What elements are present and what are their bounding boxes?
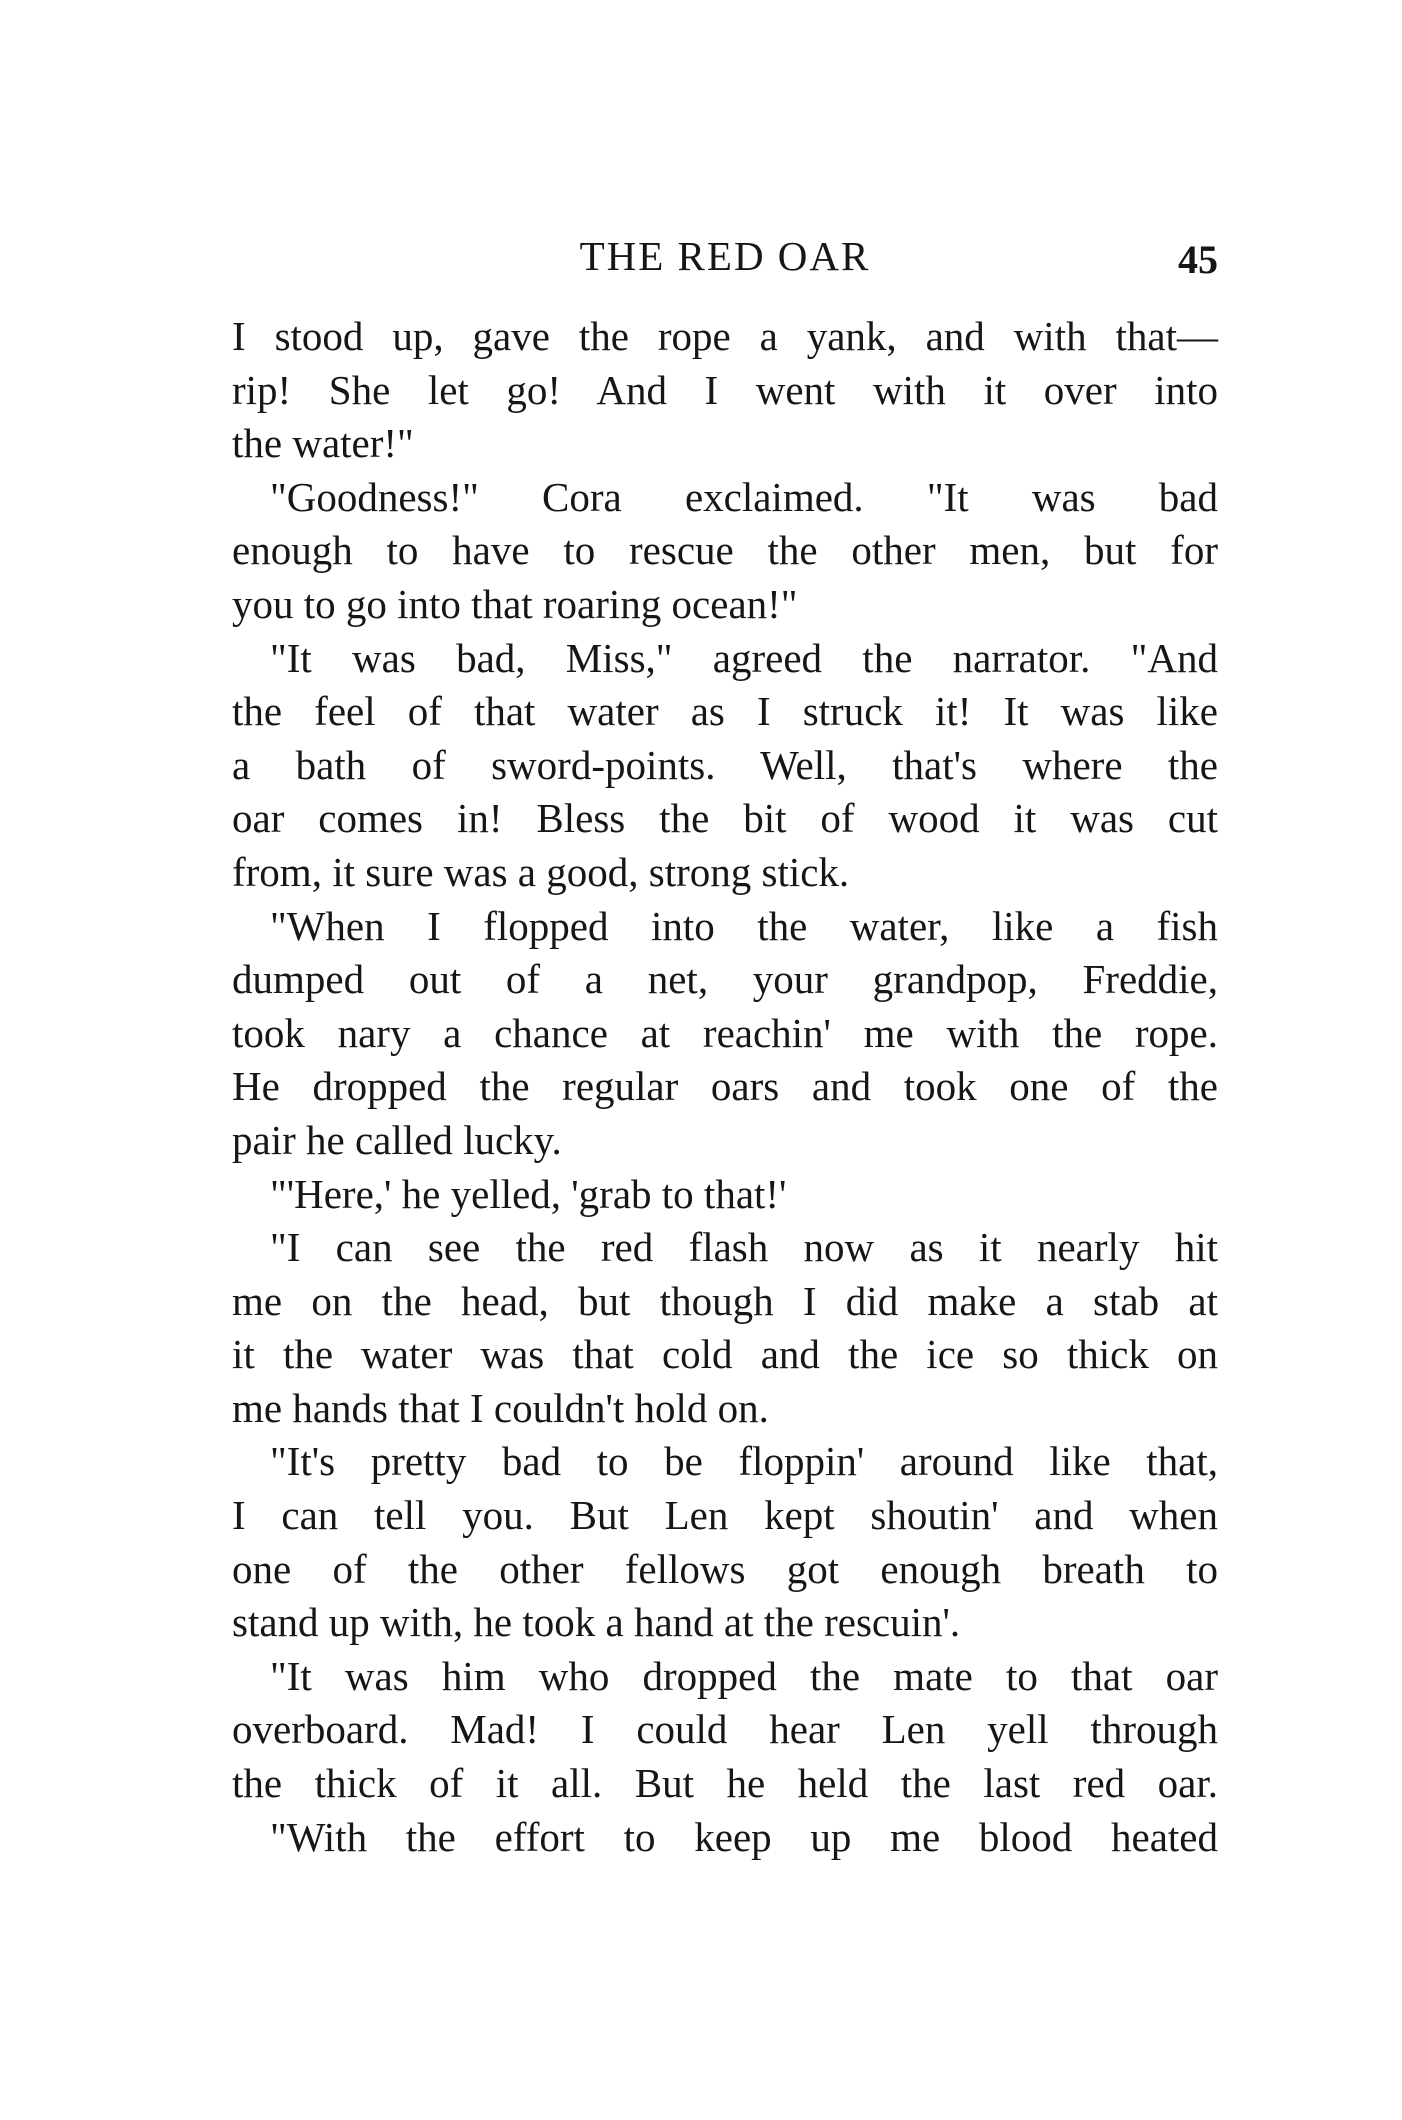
text-line: rip! She let go! And I went with it over into <box>232 366 1218 413</box>
text-line: dumped out of a net, your grandpop, Freddie, <box>232 956 1218 1003</box>
text-line: "When I flopped into the water, like a fish <box>270 902 1218 949</box>
text-line: it the water was that cold and the ice so thick on <box>232 1331 1218 1378</box>
text-line: "Goodness!" Cora exclaimed. "It was bad <box>270 473 1218 520</box>
text-line: the thick of it all. But he held the last red oar. <box>232 1760 1218 1807</box>
text-line: the feel of that water as I struck it! It was like <box>232 688 1218 735</box>
text-line: enough to have to rescue the other men, but for <box>232 527 1218 574</box>
page-number: 45 <box>1178 237 1218 282</box>
text-line: me on the head, but though I did make a stab at <box>232 1277 1218 1324</box>
text-line: you to go into that roaring ocean!" <box>232 580 798 627</box>
text-line: pair he called lucky. <box>232 1116 562 1163</box>
text-line: "'Here,' he yelled, 'grab to that!' <box>270 1170 787 1217</box>
text-line: took nary a chance at reachin' me with the rope. <box>232 1009 1218 1056</box>
text-line: one of the other fellows got enough breath to <box>232 1545 1218 1592</box>
text-line: "It was bad, Miss," agreed the narrator. "And <box>270 634 1218 681</box>
text-line: "I can see the red flash now as it nearly hit <box>270 1224 1218 1271</box>
text-line: I stood up, gave the rope a yank, and with that— <box>232 313 1218 359</box>
body-text <box>232 310 1218 1864</box>
text-line: stand up with, he took a hand at the rescuin'. <box>232 1599 961 1646</box>
text-line: oar comes in! Bless the bit of wood it was cut <box>232 795 1218 842</box>
text-line: me hands that I couldn't hold on. <box>232 1384 769 1431</box>
text-line: I can tell you. But Len kept shoutin' and when <box>232 1492 1218 1539</box>
text-line: "With the effort to keep up me blood heated <box>270 1813 1218 1860</box>
text-line: from, it sure was a good, strong stick. <box>232 848 850 895</box>
text-line: a bath of sword-points. Well, that's where the <box>232 741 1218 788</box>
text-line: the water!" <box>232 420 414 467</box>
text-line: "It was him who dropped the mate to that oar <box>270 1652 1218 1699</box>
text-line: overboard. Mad! I could hear Len yell through <box>232 1706 1218 1753</box>
running-head <box>232 228 1218 284</box>
text-line: "It's pretty bad to be floppin' around like that, <box>270 1438 1218 1485</box>
text-line: He dropped the regular oars and took one of the <box>232 1063 1218 1110</box>
running-title: THE RED OAR <box>579 233 871 279</box>
